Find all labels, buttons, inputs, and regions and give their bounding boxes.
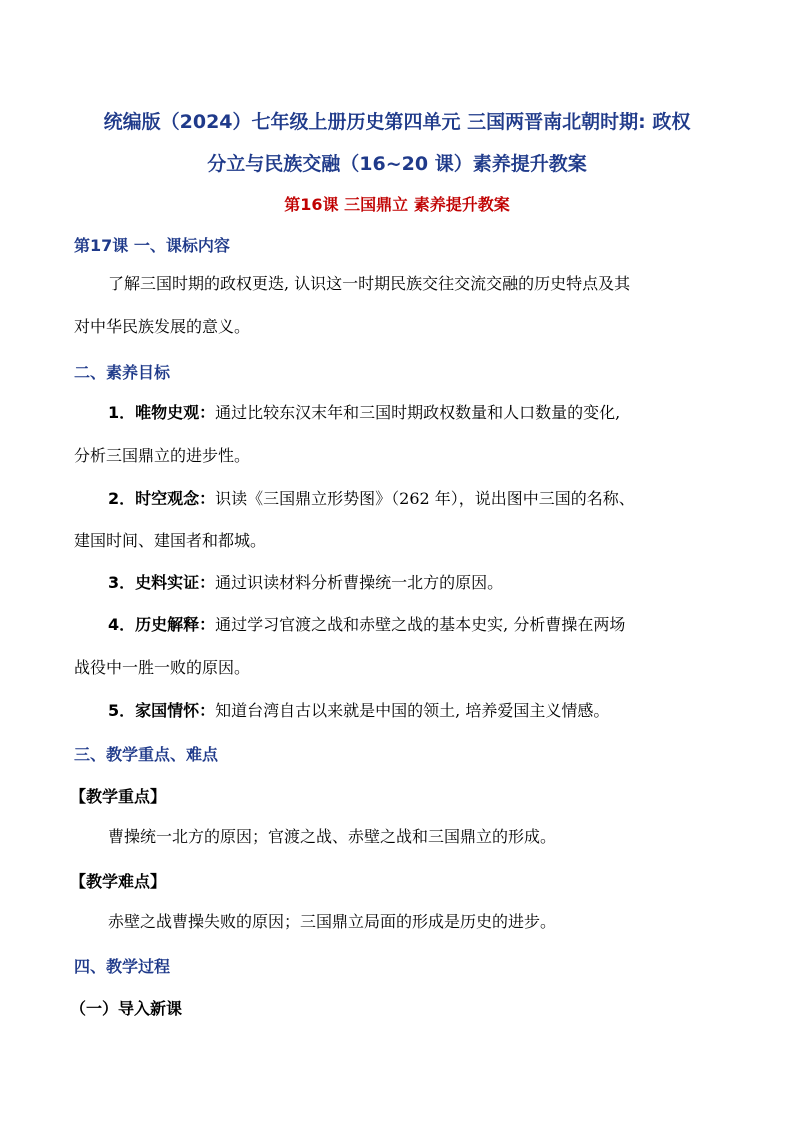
objective-item-2 — [108, 488, 635, 510]
section2-heading: 二、素养目标 — [74, 363, 171, 382]
difficult-points-heading: 【教学难点】 — [70, 872, 167, 891]
section4-heading: 四、教学过程 — [74, 957, 171, 976]
objective-item-4-line2: 战役中一胜一败的原因。 — [74, 658, 251, 677]
section4-subheading: （一）导入新课 — [70, 999, 183, 1018]
objective-item-1-line2: 分析三国鼎立的进步性。 — [74, 446, 251, 465]
key-points-content: 曹操统一北方的原因；官渡之战、赤壁之战和三国鼎立的形成。 — [108, 827, 557, 846]
objective-label: 5．家国情怀： — [108, 701, 216, 720]
objective-label: 4．历史解释： — [108, 615, 216, 634]
objective-item-1 — [108, 402, 620, 424]
section1-heading: 第17课 一、课标内容 — [74, 236, 230, 255]
objective-text: 知道台湾自古以来就是中国的领土, 培养爱国主义情感。 — [215, 701, 610, 720]
objective-text: 通过比较东汉末年和三国时期政权数量和人口数量的变化, — [215, 403, 621, 422]
objective-label: 3．史料实证： — [108, 573, 216, 592]
objective-label: 1．唯物史观： — [108, 403, 216, 422]
objective-item-5 — [108, 700, 609, 722]
section1-content-line1: 了解三国时期的政权更迭, 认识这一时期民族交往交流交融的历史特点及其 — [108, 274, 631, 293]
objective-item-2-line2: 建国时间、建国者和都城。 — [74, 531, 267, 550]
section3-heading: 三、教学重点、难点 — [74, 745, 219, 764]
key-points-heading: 【教学重点】 — [70, 787, 167, 806]
objective-text: 通过学习官渡之战和赤壁之战的基本史实, 分析曹操在两场 — [215, 615, 626, 634]
objective-item-4 — [108, 614, 625, 636]
lesson-title: 第16课 三国鼎立 素养提升教案 — [284, 195, 510, 214]
section1-content-line2: 对中华民族发展的意义。 — [74, 317, 251, 336]
objective-label: 2．时空观念： — [108, 489, 216, 508]
difficult-points-content: 赤壁之战曹操失败的原因；三国鼎立局面的形成是历史的进步。 — [108, 912, 557, 931]
objective-text: 通过识读材料分析曹操统一北方的原因。 — [215, 573, 504, 592]
document-title-line2: 分立与民族交融（16~20 课）素养提升教案 — [207, 153, 587, 175]
objective-item-3 — [108, 572, 503, 594]
objective-text: 识读《三国鼎立形势图》（262 年），说出图中三国的名称、 — [215, 489, 635, 508]
document-title-line1: 统编版（2024）七年级上册历史第四单元 三国两晋南北朝时期: 政权 — [103, 111, 691, 133]
